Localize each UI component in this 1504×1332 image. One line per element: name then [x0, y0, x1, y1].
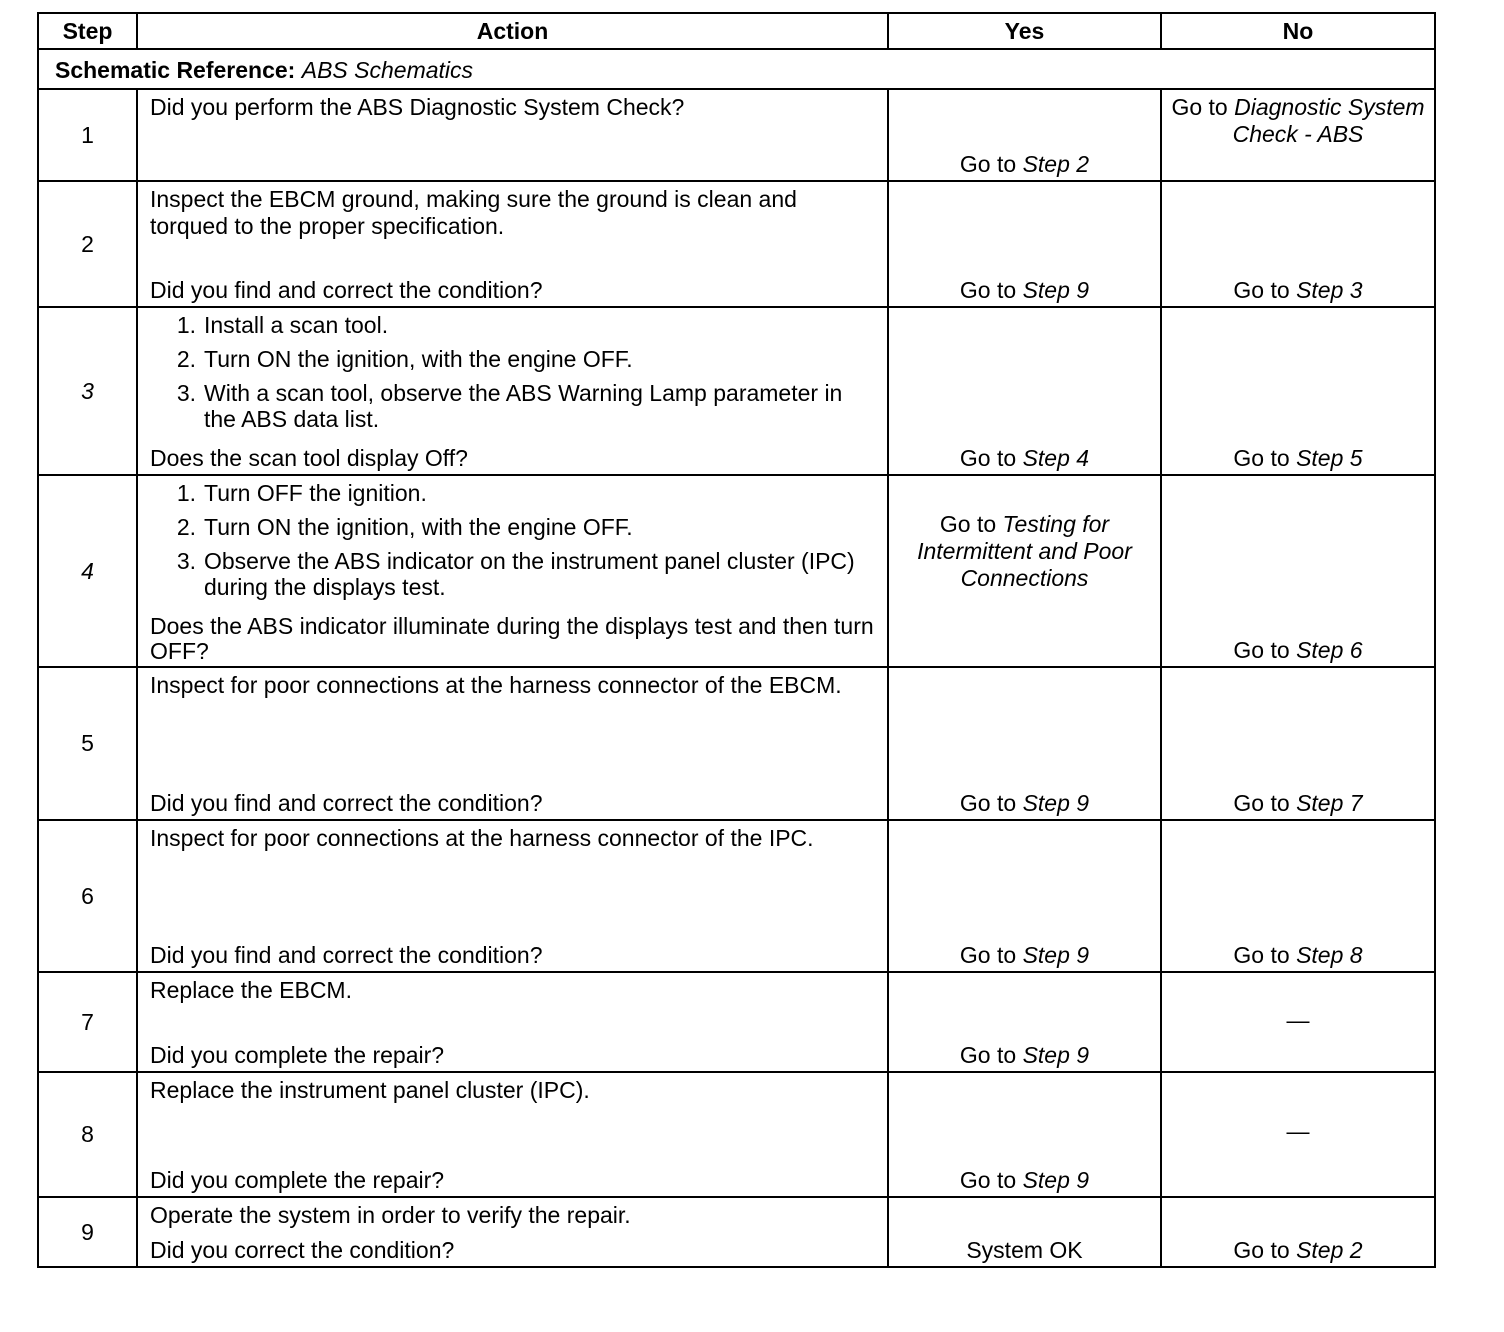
- list-item: 1. Turn OFF the ignition.: [176, 480, 427, 506]
- action-cell: [137, 475, 888, 667]
- table-row: [38, 1072, 1435, 1197]
- no-prefix: Go to: [1171, 94, 1228, 120]
- no-cell: [1161, 1072, 1435, 1197]
- step-number: 7: [38, 972, 137, 1072]
- yes-link: Step 9: [1022, 942, 1090, 968]
- substep-list: [150, 480, 875, 607]
- list-item: 1. Install a scan tool.: [176, 312, 389, 338]
- list-item: 3. Observe the ABS indicator on the instrument panel cluster (IPC) during the displays test.: [176, 548, 855, 600]
- no-prefix: Go to: [1233, 790, 1290, 816]
- list-item: 3. With a scan tool, observe the ABS Warning Lamp parameter in the ABS data list.: [176, 380, 843, 432]
- step-number: 2: [38, 181, 137, 307]
- action-cell: [137, 667, 888, 820]
- no-link: Step 3: [1296, 277, 1363, 303]
- action-cell: [137, 181, 888, 307]
- yes-link: Step 2: [1022, 151, 1090, 177]
- no-cell: [1161, 307, 1435, 475]
- substep-list: [150, 312, 875, 439]
- table-row: [38, 89, 1435, 181]
- step-number: 3: [38, 307, 137, 475]
- yes-prefix: Go to: [959, 277, 1017, 303]
- yes-prefix: Go to: [959, 151, 1017, 177]
- yes-link: Testing for Intermittent and Poor Connections: [917, 510, 1132, 591]
- schematic-reference: [38, 49, 1435, 89]
- yes-cell: [888, 1072, 1161, 1197]
- no-dash: —: [1286, 1006, 1310, 1033]
- step-number: 1: [38, 89, 137, 181]
- diagnostic-table: [37, 12, 1436, 1268]
- yes-link: Step 9: [1022, 1167, 1090, 1193]
- no-link: Step 7: [1296, 790, 1363, 816]
- no-cell: [1161, 89, 1435, 181]
- step-number: 6: [38, 820, 137, 972]
- header-action: Action: [137, 13, 888, 49]
- action-text: Operate the system in order to verify the repair.: [150, 1202, 631, 1228]
- no-cell: [1161, 972, 1435, 1072]
- action-cell: [137, 89, 888, 181]
- table-row: [38, 972, 1435, 1072]
- schematic-label: Schematic Reference:: [55, 56, 296, 83]
- yes-cell: [888, 181, 1161, 307]
- no-link: Step 8: [1296, 942, 1363, 968]
- yes-cell: [888, 1197, 1161, 1267]
- table-row: [38, 820, 1435, 972]
- action-question: Did you complete the repair?: [150, 1042, 445, 1068]
- no-prefix: Go to: [1233, 445, 1290, 471]
- header-step: Step: [38, 13, 137, 49]
- yes-prefix: Go to: [959, 790, 1017, 816]
- action-question: Did you find and correct the condition?: [150, 790, 543, 816]
- schematic-row: [38, 49, 1435, 89]
- no-cell: [1161, 181, 1435, 307]
- no-link: Step 5: [1296, 445, 1363, 471]
- yes-link: Step 9: [1022, 1042, 1090, 1068]
- no-prefix: Go to: [1233, 942, 1290, 968]
- action-question: Did you complete the repair?: [150, 1167, 445, 1193]
- action-question: Does the ABS indicator illuminate during the displays test and then turn OFF?: [150, 613, 874, 664]
- yes-cell: [888, 307, 1161, 475]
- yes-cell: [888, 475, 1161, 667]
- no-prefix: Go to: [1233, 1237, 1290, 1263]
- action-question: Did you correct the condition?: [150, 1237, 455, 1263]
- table-row: [38, 307, 1435, 475]
- table-row: [38, 667, 1435, 820]
- action-text: Replace the EBCM.: [150, 977, 352, 1003]
- yes-prefix: Go to: [959, 445, 1017, 471]
- yes-link: Step 9: [1022, 790, 1090, 816]
- yes-cell: [888, 820, 1161, 972]
- action-text: Did you perform the ABS Diagnostic System Check?: [150, 94, 685, 120]
- yes-cell: [888, 89, 1161, 181]
- step-number: 5: [38, 667, 137, 820]
- action-cell: [137, 1072, 888, 1197]
- table-row: [38, 1197, 1435, 1267]
- step-number: 9: [38, 1197, 137, 1267]
- list-item: 2. Turn ON the ignition, with the engine OFF.: [176, 514, 633, 540]
- yes-cell: [888, 667, 1161, 820]
- action-cell: [137, 1197, 888, 1267]
- no-cell: [1161, 820, 1435, 972]
- no-cell: [1161, 475, 1435, 667]
- action-cell: [137, 972, 888, 1072]
- yes-prefix: Go to: [959, 1042, 1017, 1068]
- no-link: Step 6: [1296, 637, 1363, 663]
- header-no: No: [1161, 13, 1435, 49]
- no-link: Step 2: [1296, 1237, 1363, 1263]
- list-item: 2. Turn ON the ignition, with the engine OFF.: [176, 346, 633, 372]
- action-text: Inspect for poor connections at the harness connector of the IPC.: [150, 825, 814, 851]
- yes-cell: [888, 972, 1161, 1072]
- yes-link: Step 4: [1022, 445, 1090, 471]
- action-cell: [137, 820, 888, 972]
- action-text: Inspect for poor connections at the harness connector of the EBCM.: [150, 672, 842, 698]
- yes-link: Step 9: [1022, 277, 1090, 303]
- table-row: [38, 181, 1435, 307]
- action-cell: [137, 307, 888, 475]
- action-text: Inspect the EBCM ground, making sure the ground is clean and torqued to the proper specification.: [150, 186, 797, 239]
- no-cell: [1161, 1197, 1435, 1267]
- yes-prefix: Go to: [959, 1167, 1017, 1193]
- schematic-link: ABS Schematics: [301, 56, 474, 83]
- yes-text: System OK: [966, 1237, 1083, 1263]
- step-number: 8: [38, 1072, 137, 1197]
- action-text: Replace the instrument panel cluster (IPC).: [150, 1077, 590, 1103]
- no-cell: [1161, 667, 1435, 820]
- no-dash: —: [1286, 1118, 1310, 1144]
- no-prefix: Go to: [1233, 277, 1290, 303]
- header-row: [38, 13, 1435, 49]
- no-prefix: Go to: [1233, 637, 1290, 663]
- action-question: Did you find and correct the condition?: [150, 942, 543, 968]
- header-yes: Yes: [888, 13, 1161, 49]
- action-question: Did you find and correct the condition?: [150, 277, 543, 303]
- step-number: 4: [38, 475, 137, 667]
- yes-prefix: Go to: [959, 942, 1017, 968]
- no-link: Diagnostic System Check - ABS: [1232, 94, 1425, 147]
- action-question: Does the scan tool display Off?: [150, 445, 468, 471]
- table-row: [38, 475, 1435, 667]
- yes-prefix: Go to: [939, 510, 997, 537]
